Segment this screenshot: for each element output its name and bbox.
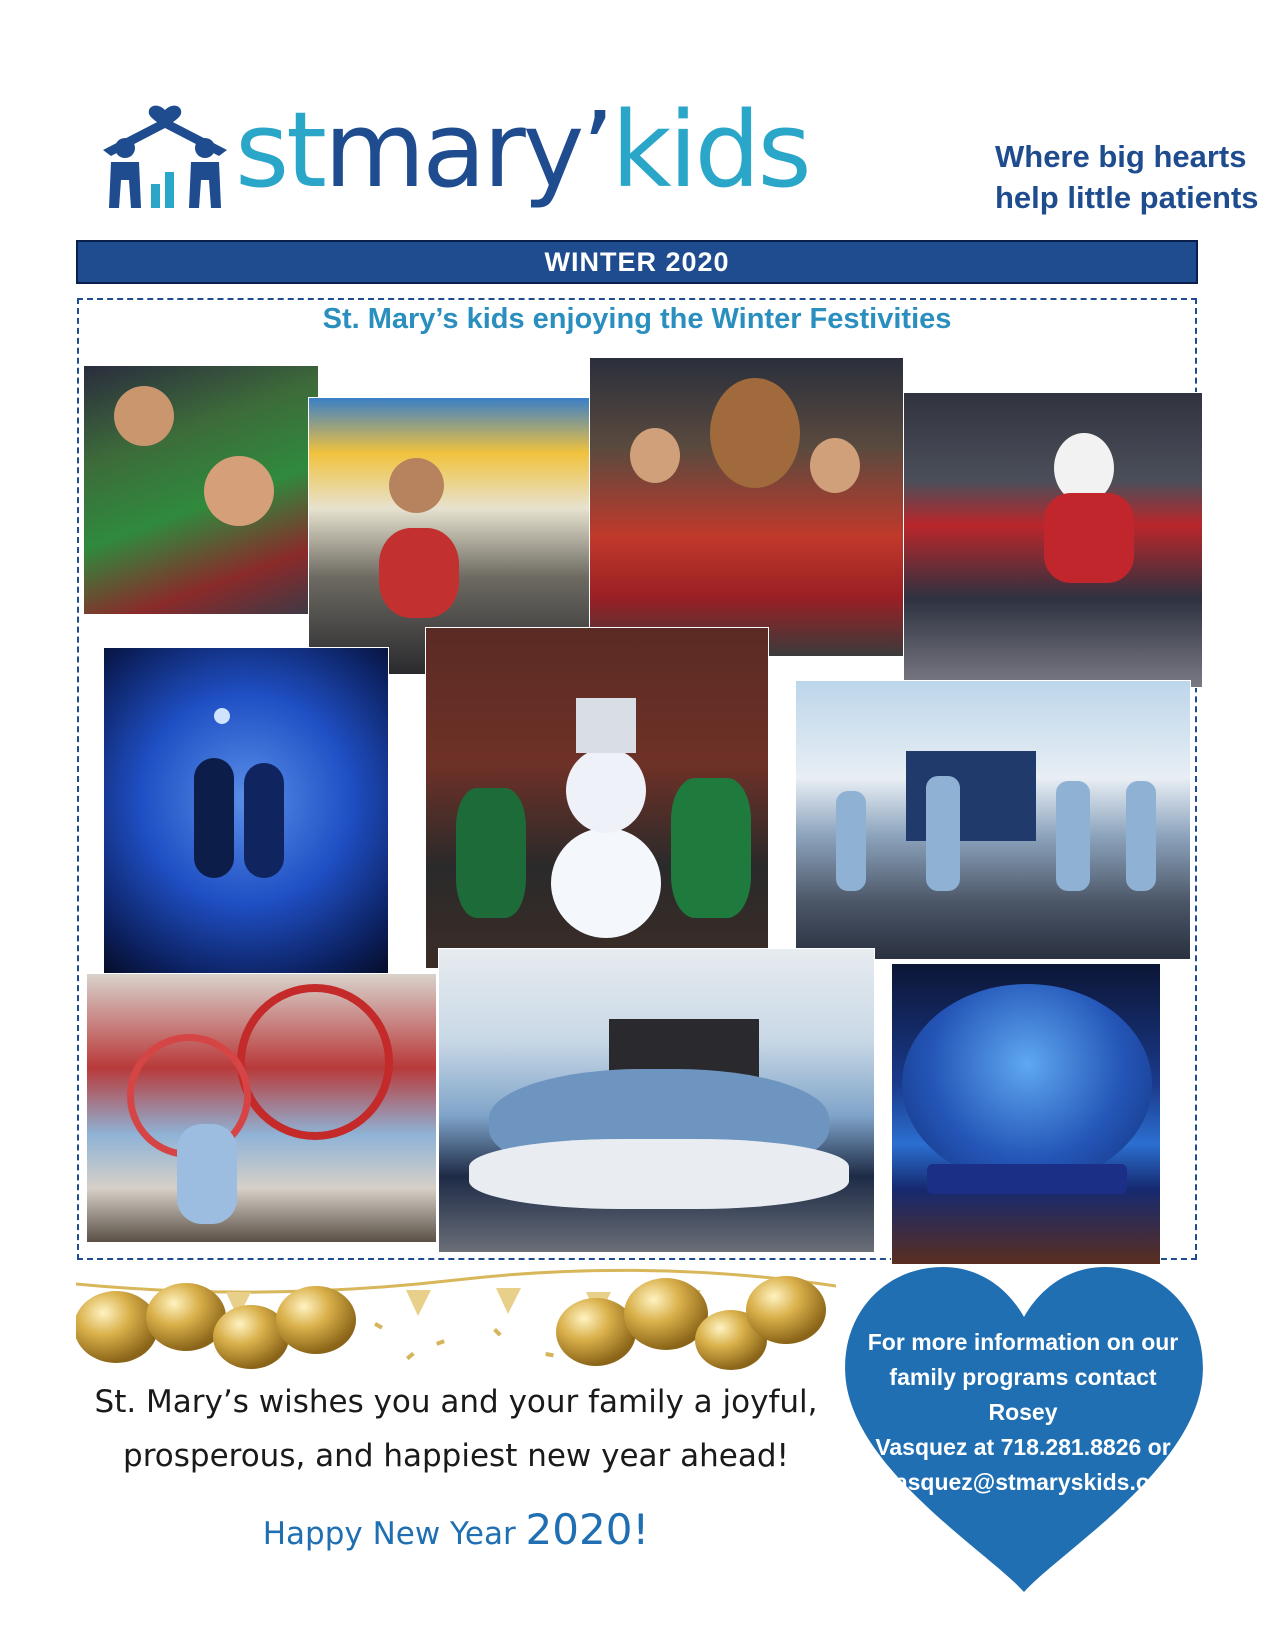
logo-wordmark xyxy=(235,89,809,211)
photo-reindeer-mascot xyxy=(589,357,904,657)
tagline-line-1: Where big hearts xyxy=(995,139,1247,174)
photo-santa-with-kids xyxy=(903,392,1203,688)
logo xyxy=(95,88,1259,238)
contact-info xyxy=(858,1325,1188,1500)
photo-snow-globe-inside xyxy=(103,647,389,985)
collage-title: St. Mary’s kids enjoying the Winter Festivities xyxy=(322,303,952,335)
happy-new-year xyxy=(76,1505,836,1554)
season-banner: WINTER 2020 xyxy=(76,240,1198,284)
contact-line-3: Vasquez at 718.281.8826 or xyxy=(875,1434,1171,1460)
logo-part-st: st xyxy=(235,89,324,211)
photo-dance-performance xyxy=(795,680,1191,960)
contact-line-1: For more information on our xyxy=(867,1329,1179,1355)
photo-giant-snow-globe xyxy=(891,963,1161,1265)
tagline-line-2: help little patients xyxy=(995,180,1259,215)
logo-apostrophe: ’ xyxy=(581,89,612,211)
photo-ribbon-dancers xyxy=(86,973,437,1243)
happy-new-year-text: Happy New Year xyxy=(262,1516,526,1552)
tagline xyxy=(995,136,1275,218)
wish-line-2: prosperous, and happiest new year ahead! xyxy=(123,1438,789,1474)
wish-line-1: St. Mary’s wishes you and your family a joyful, xyxy=(94,1384,818,1420)
family-house-icon xyxy=(95,88,235,218)
contact-line-2: family programs contact Rosey xyxy=(889,1364,1157,1425)
photo-elf-with-children xyxy=(83,365,319,615)
happy-new-year-year: 2020! xyxy=(525,1505,650,1554)
gold-balloons-banner xyxy=(76,1262,836,1372)
photo-group xyxy=(438,948,875,1253)
logo-part-kids: kids xyxy=(611,89,809,211)
photo-lighted-snowman xyxy=(425,627,769,969)
new-year-wish xyxy=(76,1375,836,1483)
logo-part-mary: mary xyxy=(323,89,582,211)
contact-email[interactable]: rvasquez@stmaryskids.org xyxy=(873,1469,1173,1495)
